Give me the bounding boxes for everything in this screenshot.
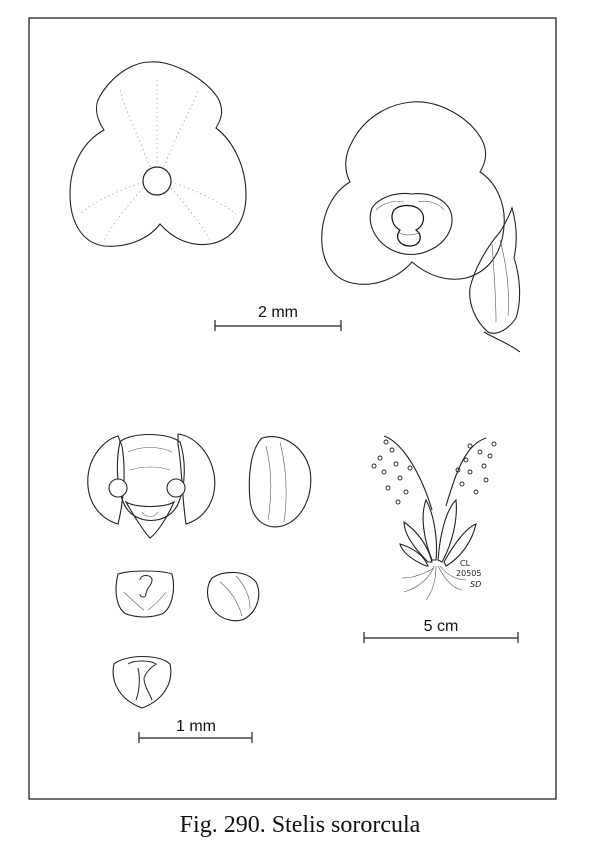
figure-caption: Fig. 290. Stelis sororcula	[179, 812, 421, 838]
illustrator-initials: SD	[470, 580, 482, 589]
dissection-petals-lip	[88, 434, 215, 538]
dissection-lip-side	[208, 572, 259, 620]
scale-bar-1mm	[139, 718, 252, 743]
scale-bar-5cm	[364, 618, 518, 643]
dissection-petal	[116, 571, 173, 617]
flower-front-drawing	[322, 102, 520, 352]
dissection-column	[113, 657, 171, 709]
scale-label-1mm: 1 mm	[176, 718, 216, 735]
specimen-number: 20505	[456, 569, 482, 578]
scale-bar-2mm	[215, 304, 341, 331]
specimen-collector: CL	[460, 559, 471, 568]
flower-flattened-drawing	[70, 62, 246, 246]
dissection-sepal-side	[249, 437, 310, 527]
plate-frame	[29, 18, 556, 799]
scale-label-5cm: 5 cm	[423, 618, 459, 635]
scale-label-2mm: 2 mm	[258, 304, 298, 321]
habit-drawing	[372, 436, 496, 600]
